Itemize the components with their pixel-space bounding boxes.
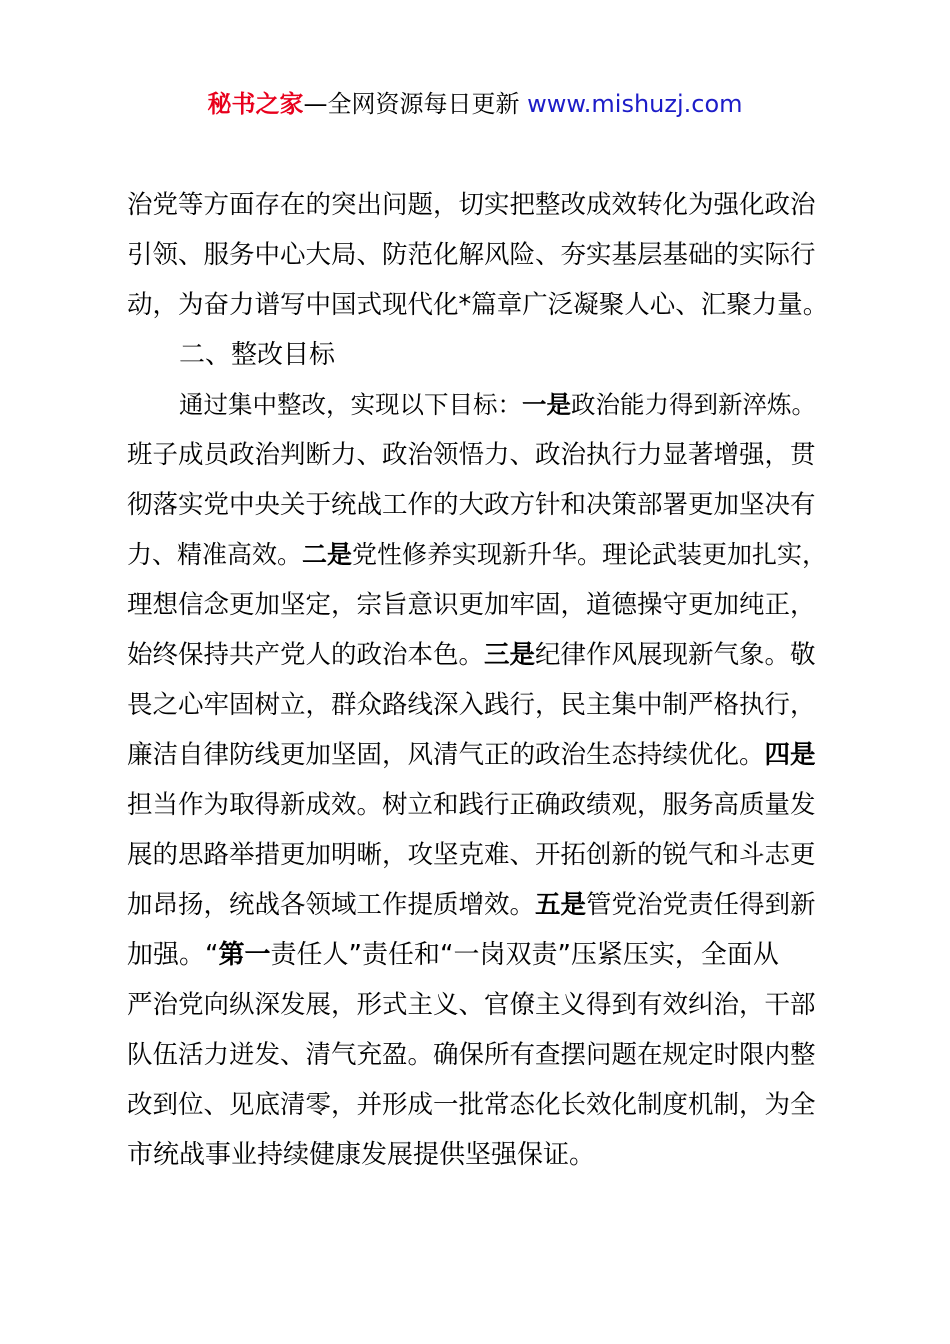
emphasis-text: 二是: [302, 540, 353, 569]
text-line: 严治党向纵深发展，形式主义、官僚主义得到有效纠治，干部: [127, 990, 816, 1020]
text-line: 改到位、见底清零，并形成一批常态化长效化制度机制，为全: [127, 1090, 816, 1120]
text-line: 担当作为取得新成效。树立和践行正确政绩观，服务高质量发: [127, 790, 816, 820]
text-line: 廉洁自律防线更加坚固，风清气正的政治生态持续优化。四是: [127, 740, 816, 770]
text-line: 加强。“第一责任人”责任和“一岗双责”压紧压实，全面从: [127, 940, 779, 970]
brand-tagline: —全网资源每日更新: [303, 90, 528, 118]
text-line: 展的思路举措更加明晰，攻坚克难、开拓创新的锐气和斗志更: [127, 840, 816, 870]
text-line: 动，为奋力谱写中国式现代化*篇章广泛凝聚人心、汇聚力量。: [127, 290, 829, 320]
text-line: 引领、服务中心大局、防范化解风险、夯实基层基础的实际行: [127, 240, 816, 270]
document-body: [127, 180, 827, 1180]
emphasis-text: 三是: [484, 640, 536, 670]
text-line: 队伍活力迸发、清气充盈。确保所有查摆问题在规定时限内整: [127, 1040, 816, 1070]
site-watermark-header: [0, 86, 950, 122]
brand-name: 秘书之家: [207, 90, 304, 118]
text-line: 通过集中整改，实现以下目标：一是政治能力得到新淬炼。: [179, 390, 816, 419]
emphasis-text: 第一: [218, 940, 271, 970]
text-line: 力、精准高效。二是党性修养实现新升华。理论武装更加扎实，: [127, 540, 828, 569]
emphasis-text: 一是: [522, 390, 571, 419]
text-line: 市统战事业持续健康发展提供坚强保证。: [127, 1140, 596, 1170]
text-line: 畏之心牢固树立，群众路线深入践行，民主集中制严格执行，: [127, 690, 816, 720]
text-line: 治党等方面存在的突出问题，切实把整改成效转化为强化政治: [127, 190, 816, 220]
emphasis-text: 四是: [764, 740, 816, 770]
text-line: 加昂扬，统战各领域工作提质增效。五是管党治党责任得到新: [127, 890, 816, 920]
text-line: 始终保持共产党人的政治本色。三是纪律作风展现新气象。敬: [127, 640, 816, 670]
text-line: 彻落实党中央关于统战工作的大政方针和决策部署更加坚决有: [127, 490, 816, 520]
section-heading: 二、整改目标: [179, 340, 336, 370]
text-line: 理想信念更加坚定，宗旨意识更加牢固，道德操守更加纯正，: [127, 590, 816, 620]
text-line: 班子成员政治判断力、政治领悟力、政治执行力显著增强，贯: [127, 440, 816, 470]
site-url: www.mishuzj.com: [527, 90, 743, 118]
emphasis-text: 五是: [535, 890, 587, 920]
